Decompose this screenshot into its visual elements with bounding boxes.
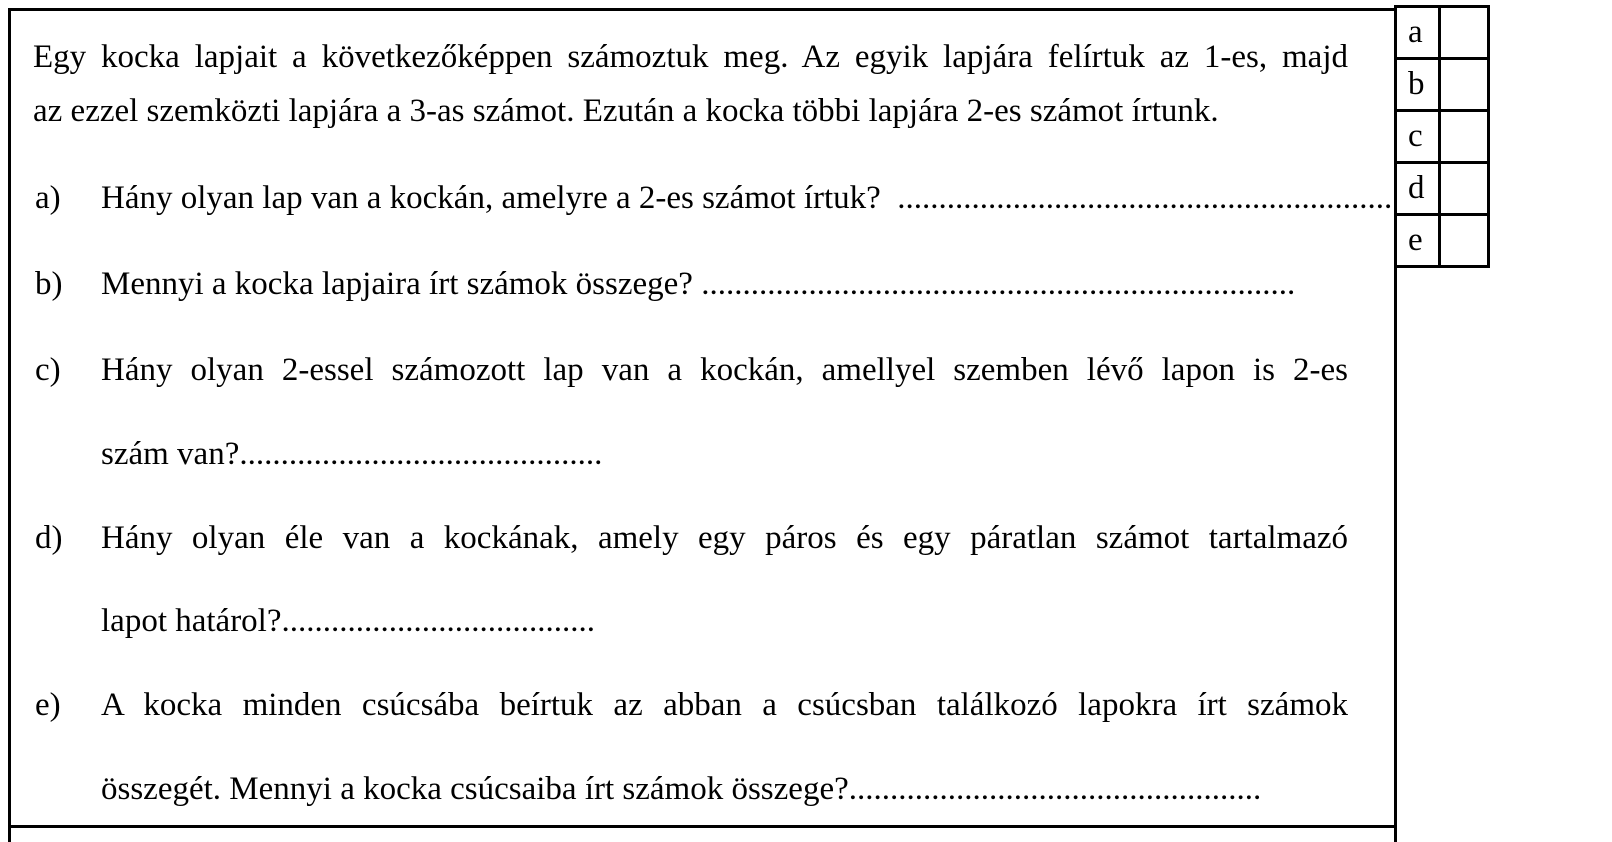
question-d-line-2 (101, 600, 595, 642)
question-b-line (101, 263, 1295, 305)
score-row-e-value (1440, 215, 1489, 267)
score-row-c-value (1440, 111, 1489, 163)
question-c-text: szám van? (101, 436, 240, 472)
next-section-border (8, 828, 1397, 842)
question-a-answer-dots: ............................................................ (880, 180, 1393, 216)
question-c-line-2 (101, 433, 602, 475)
score-row-c (1396, 111, 1489, 163)
question-b-answer-dots: ........................................................................ (692, 266, 1296, 302)
question-e-line-2 (101, 768, 1261, 810)
question-c-line-1: Hány olyan 2-essel számozott lap van a kockán, amellyel szemben lévő lapon is 2-es (101, 352, 1348, 388)
question-d-line-1: Hány olyan éle van a kockának, amely egy páros és egy páratlan számot tartalmazó (101, 520, 1348, 556)
question-a-text: Hány olyan lap van a kockán, amelyre a 2-es számot írtuk? (101, 180, 881, 216)
score-table (1394, 5, 1490, 268)
score-row-d-label: d (1396, 163, 1440, 215)
question-a-label: a) (35, 180, 61, 216)
question-d-text: lapot határol? (101, 603, 282, 639)
question-b-label: b) (35, 266, 63, 302)
score-row-a-label: a (1396, 7, 1440, 59)
question-e-text: összegét. Mennyi a kocka csúcsaiba írt számok összege? (101, 771, 849, 807)
score-row-c-label: c (1396, 111, 1440, 163)
score-row-d-value (1440, 163, 1489, 215)
score-row-a (1396, 7, 1489, 59)
question-d-label: d) (35, 520, 63, 556)
score-row-b-value (1440, 59, 1489, 111)
score-row-e (1396, 215, 1489, 267)
intro-line-1: Egy kocka lapjait a következőképpen számoztuk meg. Az egyik lapjára felírtuk az 1-es, majd (33, 39, 1348, 75)
score-row-a-value (1440, 7, 1489, 59)
question-d-answer-dots: ...................................... (281, 603, 596, 639)
question-b-text: Mennyi a kocka lapjaira írt számok összege? (101, 266, 693, 302)
score-row-b-label: b (1396, 59, 1440, 111)
question-c-label: c) (35, 352, 61, 388)
question-a-line (101, 177, 1392, 219)
score-row-d (1396, 163, 1489, 215)
score-row-b (1396, 59, 1489, 111)
question-e-label: e) (35, 687, 61, 723)
score-row-e-label: e (1396, 215, 1440, 267)
question-e-answer-dots: .................................................. (848, 771, 1262, 807)
intro-line-2: az ezzel szemközti lapjára a 3-as számot. Ezután a kocka többi lapjára 2-es számot írtunk. (33, 93, 1219, 129)
question-e-line-1: A kocka minden csúcsába beírtuk az abban a csúcsban találkozó lapokra írt számok (101, 687, 1348, 723)
question-c-answer-dots: ............................................ (239, 436, 603, 472)
